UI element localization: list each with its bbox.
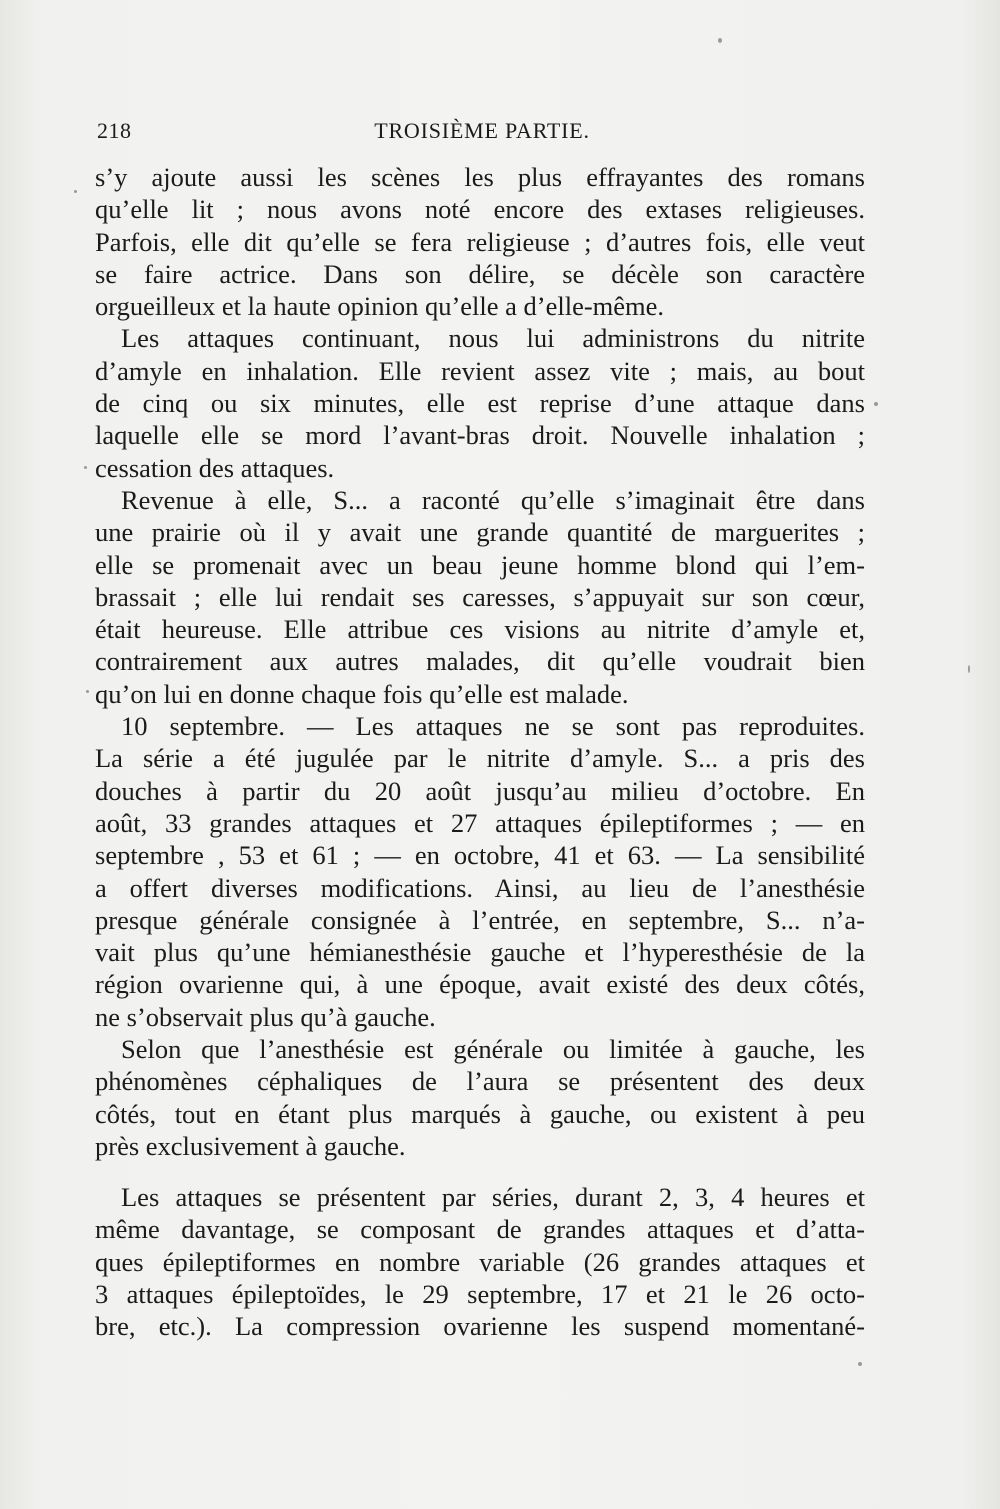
text-line: elle se promenait avec un beau jeune homme blond qui l’em-	[95, 549, 865, 580]
text-line: ne s’observait plus qu’à gauche.	[95, 1001, 436, 1032]
text-line: était heureuse. Elle attribue ces visions au nitrite d’amyle et,	[95, 614, 865, 645]
text-line: Parfois, elle dit qu’elle se fera religieuse ; d’autres fois, elle veut	[95, 226, 865, 257]
text-line: brassait ; elle lui rendait ses caresses, s’appuyait sur son cœur,	[95, 581, 865, 612]
text-line: cessation des attaques.	[95, 452, 335, 483]
text-line: s’y ajoute aussi les scènes les plus effrayantes des romans	[95, 162, 865, 192]
text-line: Les attaques continuant, nous lui administrons du nitrite	[121, 323, 865, 354]
text-line: d’amyle en inhalation. Elle revient assez vite ; mais, au bout	[95, 355, 865, 386]
text-line: Les attaques se présentent par séries, durant 2, 3, 4 heures et	[121, 1182, 865, 1212]
text-line: qu’elle lit ; nous avons noté encore des extases religieuses.	[95, 194, 865, 225]
text-line: La série a été jugulée par le nitrite d’amyle. S... a pris des	[95, 743, 865, 774]
paper-speck	[84, 466, 87, 469]
text-line: même davantage, se composant de grandes attaques et d’atta-	[95, 1214, 865, 1245]
paper-speck	[874, 402, 878, 406]
paper-speck	[86, 690, 89, 693]
running-title: TROISIÈME PARTIE.	[374, 118, 590, 143]
text-line: Selon que l’anesthésie est générale ou limitée à gauche, les	[121, 1034, 865, 1065]
text-line: douches à partir du 20 août jusqu’au milieu d’octobre. En	[95, 775, 865, 806]
text-line: vait plus qu’une hémianesthésie gauche et l’hyperesthésie de la	[95, 937, 865, 968]
text-line: août, 33 grandes attaques et 27 attaques épileptiformes ; — en	[95, 807, 865, 838]
text-line: côtés, tout en étant plus marqués à gauche, ou existent à peu	[95, 1098, 865, 1129]
body-text-section-2	[95, 1181, 865, 1342]
text-line: région ovarienne qui, à une époque, avait existé des deux côtés,	[95, 969, 865, 1000]
text-line: bre, etc.). La compression ovarienne les suspend momentané-	[95, 1311, 865, 1342]
paper-speck	[718, 38, 722, 43]
paper-speck	[858, 1362, 862, 1366]
text-line: une prairie où il y avait une grande quantité de marguerites ;	[95, 517, 865, 548]
paper-speck	[74, 190, 77, 193]
paper-speck	[968, 665, 970, 673]
text-line: presque générale consignée à l’entrée, en septembre, S... n’a-	[95, 904, 865, 935]
text-line: laquelle elle se mord l’avant-bras droit. Nouvelle inhalation ;	[95, 420, 865, 451]
text-line: contrairement aux autres malades, dit qu’elle voudrait bien	[95, 646, 865, 677]
text-line: 10 septembre. — Les attaques ne se sont pas reproduites.	[121, 711, 865, 742]
text-line: Revenue à elle, S... a raconté qu’elle s’imaginait être dans	[121, 484, 865, 515]
text-line: phénomènes céphaliques de l’aura se présentent des deux	[95, 1066, 865, 1097]
text-line: septembre , 53 et 61 ; — en octobre, 41 et 63. — La sensibilité	[95, 840, 865, 871]
page-header	[97, 118, 867, 148]
body-text	[95, 161, 865, 1162]
text-line: orgueilleux et la haute opinion qu’elle a d’elle-même.	[95, 291, 665, 322]
text-line: 3 attaques épileptoïdes, le 29 septembre, 17 et 21 le 26 octo-	[95, 1278, 865, 1309]
text-line: qu’on lui en donne chaque fois qu’elle est malade.	[95, 678, 629, 709]
text-line: de cinq ou six minutes, elle est reprise d’une attaque dans	[95, 388, 865, 419]
text-line: a offert diverses modifications. Ainsi, au lieu de l’anesthésie	[95, 872, 865, 903]
text-line: près exclusivement à gauche.	[95, 1130, 406, 1161]
page-number: 218	[97, 118, 132, 143]
text-line: ques épileptiformes en nombre variable (26 grandes attaques et	[95, 1246, 865, 1277]
text-line: se faire actrice. Dans son délire, se décèle son caractère	[95, 258, 865, 289]
